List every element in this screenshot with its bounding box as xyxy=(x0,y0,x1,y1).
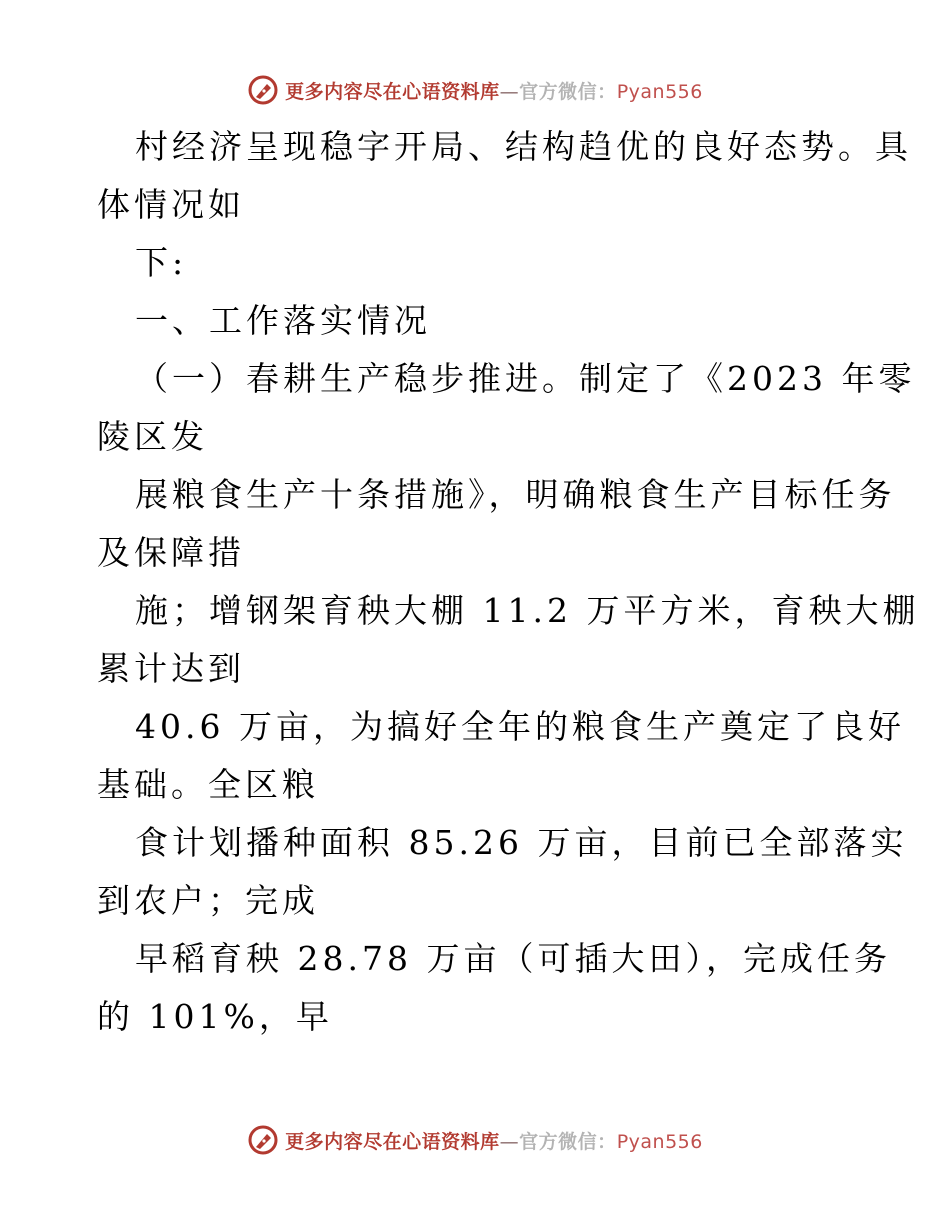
text-line: 村经济呈现稳字开局、结构趋优的良好态势。具 xyxy=(135,127,912,166)
watermark-main: 更多内容尽在心语资料库 xyxy=(285,80,500,103)
watermark-dash: — xyxy=(499,1130,520,1153)
text-line: 基础。全区粮 xyxy=(97,765,319,804)
watermark-main: 更多内容尽在心语资料库 xyxy=(285,1130,500,1153)
text-line: 展粮食生产十条措施》，明确粮食生产目标任务 xyxy=(135,475,896,514)
text-line: 体情况如 xyxy=(97,185,245,224)
watermark-id: Pyan556 xyxy=(616,80,703,103)
watermark-text xyxy=(285,1127,703,1154)
pen-nib-logo-icon xyxy=(247,1124,279,1156)
text-line: 累计达到 xyxy=(97,649,245,688)
text-line: 陵区发 xyxy=(97,417,208,456)
watermark-wechat: 官方微信： xyxy=(519,80,617,103)
document-body xyxy=(97,118,920,1046)
watermark-wechat: 官方微信： xyxy=(519,1130,617,1153)
watermark-dash: — xyxy=(499,80,520,103)
text-line: 及保障措 xyxy=(97,533,245,572)
text-line: 的 101%，早 xyxy=(97,997,333,1036)
text-line: 施；增钢架育秧大棚 11.2 万平方米，育秧大棚 xyxy=(135,591,920,630)
text-line: 下: xyxy=(135,243,188,282)
pen-nib-logo-icon xyxy=(247,74,279,106)
header-watermark xyxy=(0,70,950,110)
text-line: （一）春耕生产稳步推进。制定了《2023 年零 xyxy=(135,359,916,398)
footer-watermark xyxy=(0,1120,950,1160)
watermark-id: Pyan556 xyxy=(616,1130,703,1153)
text-line: 40.6 万亩，为搞好全年的粮食生产奠定了良好 xyxy=(135,707,905,746)
text-line: 早稻育秧 28.78 万亩（可插大田），完成任务 xyxy=(135,939,891,978)
text-line: 食计划播种面积 85.26 万亩，目前已全部落实 xyxy=(135,823,908,862)
text-line: 到农户；完成 xyxy=(97,881,319,920)
section-heading: 一、工作落实情况 xyxy=(135,301,431,340)
watermark-text xyxy=(285,77,703,104)
